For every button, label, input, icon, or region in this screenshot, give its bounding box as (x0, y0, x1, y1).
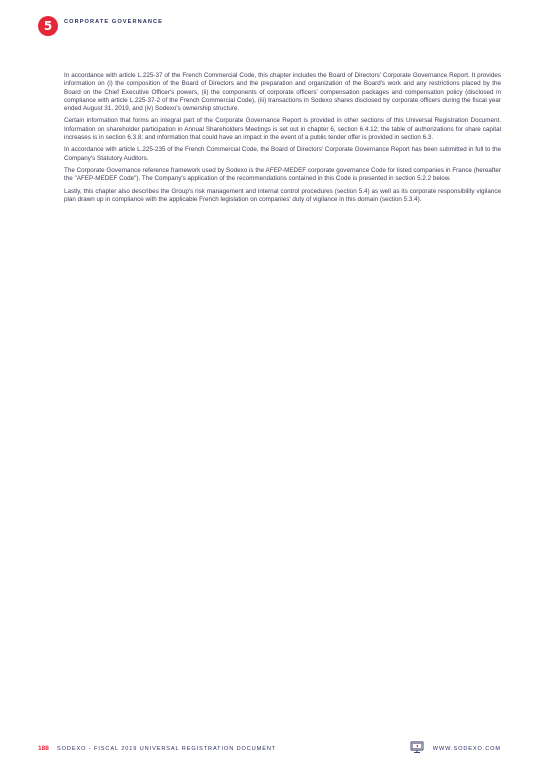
section-title: CORPORATE GOVERNANCE (64, 19, 163, 25)
monitor-icon[interactable] (410, 741, 424, 754)
paragraph: The Corporate Governance reference framework used by Sodexo is the AFEP-MEDEF corporate governance Code for listed companies in France (hereafter the "AFEP-MEDEF Code"). The Company's application of the recommendations contained in this Code is presented in section 5.2.2 below. (64, 166, 501, 183)
page-footer (38, 741, 501, 755)
body-content (64, 72, 501, 208)
page-number: 188 (38, 745, 49, 752)
paragraph: Certain information that forms an integral part of the Corporate Governance Report is provided in other sections of this Universal Registration Document. Information on shareholder participation in Annual Shareholders Meetings is set out in chapter 6, section 6.4.12; the table of authorizations for share capital increases is in section 6.3.8; and information that could have an impact in the event of a public tender offer is provided in section 6.3. (64, 117, 501, 142)
paragraph: In accordance with article L.225-37 of the French Commercial Code, this chapter includes the Board of Directors' Corporate Governance Report. It provides information on (i) the composition of the Board of Directors and the preparation and organization of the Board's work and any restrictions placed by the Board on the Chief Executive Officer's powers, (ii) the components of corporate officers' compensation packages and compensation policy (disclosed in compliance with article L.225-37-2 of the French Commercial Code), (iii) transactions in Sodexo shares disclosed by corporate officers during the fiscal year ended August 31, 2019, and (iv) Sodexo's ownership structure. (64, 72, 501, 113)
document-title: SODEXO - FISCAL 2019 UNIVERSAL REGISTRATION DOCUMENT (57, 745, 277, 752)
chapter-number-badge: 5 (38, 16, 58, 36)
paragraph: Lastly, this chapter also describes the Group's risk management and internal control procedures (section 5.4) as well as its corporate responsibility vigilance plan drawn up in compliance with the applicable French legislation on companies' duty of vigilance in this domain (section 5.3.4). (64, 187, 501, 203)
website-link[interactable]: WWW.SODEXO.COM (432, 745, 501, 752)
paragraph: In accordance with article L.225-235 of the French Commercial Code, the Board of Directors' Corporate Governance Report has been submitted in full to the Company's Statutory Auditors. (64, 146, 501, 162)
